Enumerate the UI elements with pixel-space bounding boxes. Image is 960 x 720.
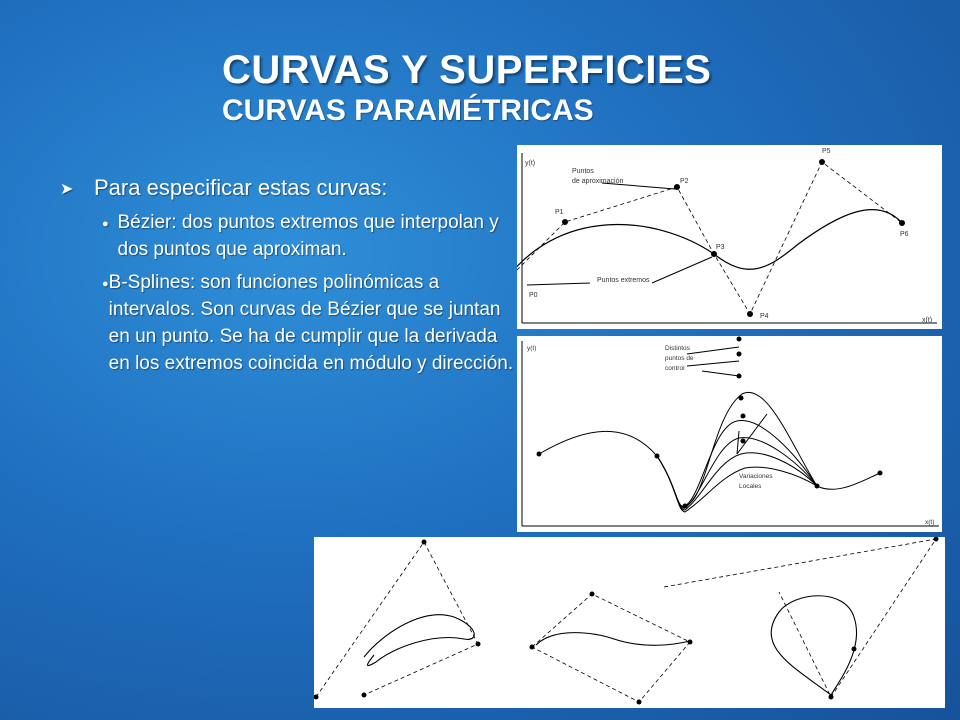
point-p6 — [899, 220, 905, 226]
point-p3 — [711, 251, 717, 257]
control-label-3: control — [665, 365, 685, 372]
point-p5 — [819, 159, 825, 165]
label-p5: P5 — [822, 148, 831, 155]
control-label-1: Distintos — [665, 345, 690, 352]
point-p1 — [562, 219, 568, 225]
bullet-list — [60, 175, 515, 383]
bullet-main-text: Para especificar estas curvas: — [94, 175, 388, 200]
label-p1: P1 — [555, 209, 564, 216]
slide-title: CURVAS Y SUPERFICIES — [222, 48, 712, 92]
bezier-curve — [517, 210, 902, 285]
label-p3: P3 — [716, 244, 725, 251]
point-p4 — [747, 311, 753, 317]
arrow-bullet-icon: ➤ — [60, 181, 74, 198]
control-label-2: puntos de — [665, 355, 694, 362]
ends-arrow-1 — [652, 257, 712, 283]
dot-bullet-icon: ● — [102, 278, 109, 290]
local-label-1: Variaciones — [739, 473, 773, 480]
bspline-figure — [517, 336, 942, 532]
label-p0: P0 — [529, 292, 538, 299]
label-p4: P4 — [760, 313, 769, 320]
dot-bullet-icon: ● — [102, 218, 109, 230]
sub-bullet-bezier-text: Bézier: dos puntos extremos que interpolan y dos puntos que aproximan. — [117, 212, 499, 260]
label-p6: P6 — [900, 231, 909, 238]
x-axis-label: x(t) — [925, 519, 935, 526]
sub-bullet-bezier — [102, 209, 515, 263]
sub-bullet-bsplines — [102, 269, 515, 377]
y-axis-label: y(t) — [525, 160, 536, 167]
bullet-main — [60, 175, 515, 201]
ends-arrow-2 — [527, 283, 590, 285]
approx-label-2: de aproximación — [572, 178, 624, 185]
label-p2: P2 — [680, 178, 689, 185]
approx-label-1: Puntos — [572, 168, 594, 175]
bezier-figure — [517, 145, 942, 329]
ends-label: Puntos extremos — [597, 277, 650, 284]
y-axis-label: y(t) — [527, 345, 537, 352]
local-label-2: Locales — [739, 483, 762, 490]
slide-subtitle: CURVAS PARAMÉTRICAS — [222, 94, 594, 127]
x-axis-label: x(t) — [922, 317, 933, 324]
bezier-examples-figure — [314, 537, 945, 708]
sub-bullet-bsplines-text: B-Splines: son funciones polinómicas a intervalos. Son curvas de Bézier que se juntan en un punto. Se ha de cumplir que la derivada en los extremos coincida en módulo y dirección. — [108, 272, 514, 374]
